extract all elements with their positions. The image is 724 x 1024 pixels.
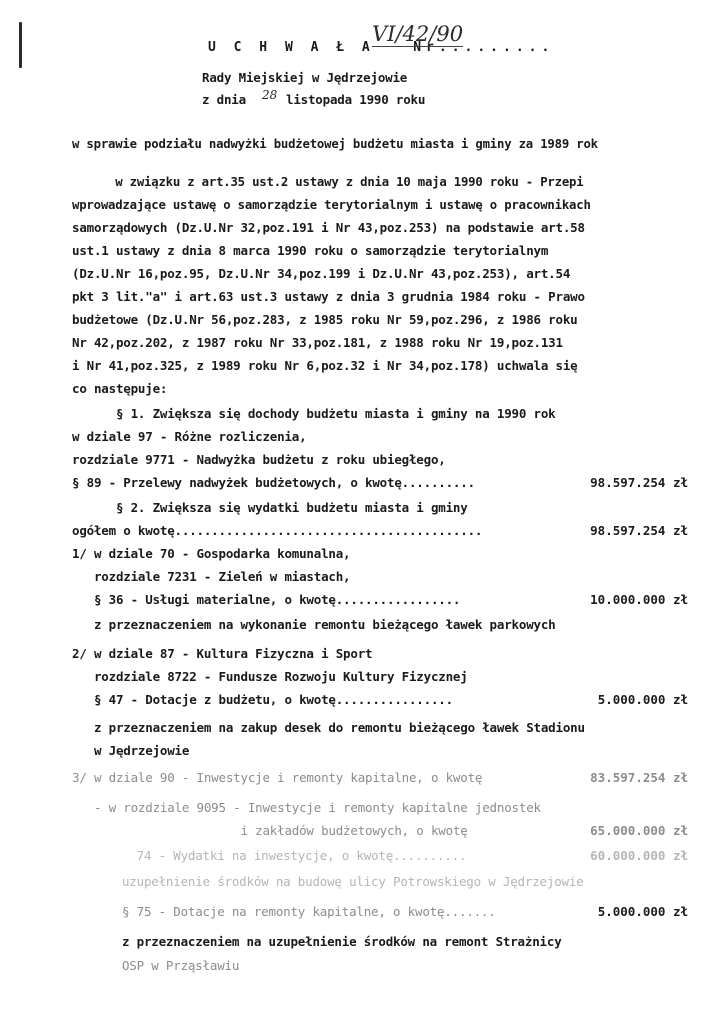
par1-rozdzial: rozdziale 9771 - Nadwyżka budżetu z roku ubiegłego,: [72, 452, 446, 467]
handwritten-day: 28: [262, 88, 278, 102]
item1-amount: 10.000.000 zł: [590, 592, 688, 607]
preamble-line: wprowadzające ustawę o samorządzie terytorialnym i ustawę o pracownikach: [72, 198, 591, 212]
item2-note-line: z przeznaczeniem na zakup desek do remontu bieżącego ławek Stadionu: [72, 720, 585, 735]
item1-note: z przeznaczeniem na wykonanie remontu bieżącego ławek parkowych: [72, 617, 556, 632]
par1-paragraph: § 89 - Przelewy nadwyżek budżetowych, o kwotę..........: [72, 475, 475, 490]
preamble-line: Nr 42,poz.202, z 1987 roku Nr 33,poz.181, z 1988 roku Nr 19,poz.131: [72, 335, 563, 350]
item3-dzial: 3/ w dziale 90 - Inwestycje i remonty kapitalne, o kwotę: [72, 770, 483, 785]
par2-amount: 98.597.254 zł: [590, 523, 688, 538]
item3-rozdzial-amount: 65.000.000 zł: [590, 823, 688, 838]
preamble-line: pkt 3 lit."a" i art.63 ust.3 ustawy z dnia 3 grudnia 1984 roku - Prawo: [72, 289, 585, 304]
item2-dzial: 2/ w dziale 87 - Kultura Fizyczna i Sport: [72, 646, 373, 661]
item3-rozdzial-cont: i zakładów budżetowych, o kwotę: [72, 823, 468, 838]
date-prefix: z dnia: [202, 92, 246, 107]
council-name: Rady Miejskiej w Jędrzejowie: [202, 70, 408, 85]
item3-note-line: OSP w Prząsławiu: [100, 958, 240, 973]
item3-amount: 83.597.254 zł: [590, 770, 688, 785]
preamble-line: ust.1 ustawy z dnia 8 marca 1990 roku o samorządzie terytorialnym: [72, 243, 549, 258]
item2-rozdzial: rozdziale 8722 - Fundusze Rozwoju Kultury Fizycznej: [72, 669, 468, 684]
item2-note-line: w Jędrzejowie: [72, 743, 190, 758]
preamble-line: w związku z art.35 ust.2 ustawy z dnia 10 maja 1990 roku - Przepi: [72, 175, 584, 189]
subject: w sprawie podziału nadwyżki budżetowej budżetu miasta i gminy za 1989 rok: [72, 137, 598, 151]
item1-dzial: 1/ w dziale 70 - Gospodarka komunalna,: [72, 546, 351, 561]
date-suffix: listopada 1990 roku: [286, 92, 426, 107]
resolution-title: U C H W A Ł A Nr.........: [208, 40, 555, 55]
par1-amount: 98.597.254 zł: [590, 475, 688, 490]
item3-rozdzial: - w rozdziale 9095 - Inwestycje i remonty kapitalne jednostek: [72, 800, 541, 815]
item3-paragraph-75: § 75 - Dotacje na remonty kapitalne, o kwotę.......: [100, 904, 496, 919]
preamble-line: budżetowe (Dz.U.Nr 56,poz.283, z 1985 roku Nr 59,poz.296, z 1986 roku: [72, 312, 578, 327]
item3-paragraph-75-amount: 5.000.000 zł: [597, 904, 688, 919]
item3-paragraph-74: 74 - Wydatki na inwestycje, o kwotę..........: [100, 848, 467, 863]
handwritten-resolution-number: VI/42/90: [372, 22, 464, 46]
preamble-line: samorządowych (Dz.U.Nr 32,poz.191 i Nr 43,poz.253) na podstawie art.58: [72, 220, 585, 235]
margin-mark: [19, 22, 22, 68]
item1-paragraph: § 36 - Usługi materialne, o kwotę.................: [72, 592, 461, 607]
par2-heading: § 2. Zwiększa się wydatki budżetu miasta i gminy: [72, 500, 468, 515]
par1-heading: § 1. Zwiększa się dochody budżetu miasta i gminy na 1990 rok: [72, 406, 556, 421]
par1-dzial: w dziale 97 - Różne rozliczenia,: [72, 429, 307, 444]
item3-purpose: uzupełnienie środków na budowę ulicy Potrowskiego w Jędrzejowie: [100, 874, 584, 889]
par2-total: ogółem o kwotę..........................................: [72, 523, 483, 538]
preamble-line: (Dz.U.Nr 16,poz.95, Dz.U.Nr 34,poz.199 i Dz.U.Nr 43,poz.253), art.54: [72, 266, 571, 281]
item2-amount: 5.000.000 zł: [597, 692, 688, 707]
preamble-line: co następuje:: [72, 381, 168, 396]
item2-paragraph: § 47 - Dotacje z budżetu, o kwotę................: [72, 692, 453, 707]
item3-paragraph-74-amount: 60.000.000 zł: [590, 848, 688, 863]
item1-rozdzial: rozdziale 7231 - Zieleń w miastach,: [72, 569, 351, 584]
item3-note-line: z przeznaczeniem na uzupełnienie środków na remont Strażnicy: [100, 934, 562, 949]
preamble-line: i Nr 41,poz.325, z 1989 roku Nr 6,poz.32 i Nr 34,poz.178) uchwala się: [72, 358, 578, 373]
